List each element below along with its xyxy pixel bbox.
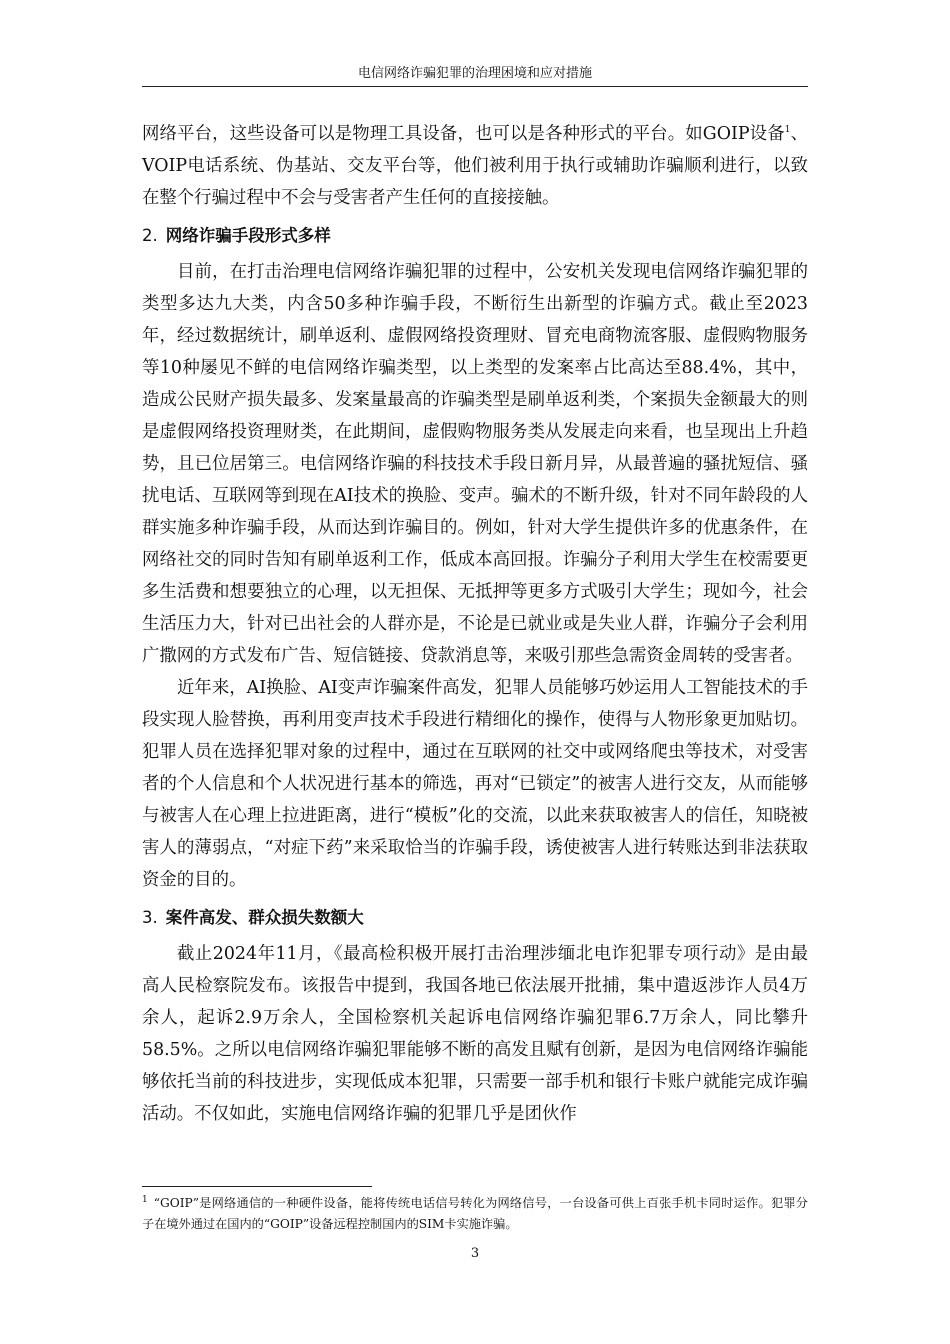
page-number: 3 bbox=[470, 1246, 480, 1261]
paragraph-continuation bbox=[142, 118, 808, 214]
footnote-mark: 1 bbox=[142, 1195, 148, 1205]
paragraph: 近年来，AI换脸、AI变声诈骗案件高发，犯罪人员能够巧妙运用人工智能技术的手段实现人脸替换，再利用变声技术手段进行精细化的操作，使得与人物形象更加贴切。犯罪人员在选择犯罪对象的过程中，通过在互联网的社交中或网络爬虫等技术，对受害者的个人信息和个人状况进行基本的筛选，再对“已锁定”的被害人进行交友，从而能够与被害人在心理上拉进距离，进行“模板”化的交流，以此来获取被害人的信任，知晓被害人的薄弱点，“对症下药”来采取恰当的诈骗手段，诱使被害人进行转账达到非法获取资金的目的。 bbox=[142, 678, 808, 890]
footnote-reference: 1 bbox=[784, 125, 791, 136]
section-heading-3 bbox=[142, 904, 808, 932]
paragraph: 截止2024年11月，《最高检积极开展打击治理涉缅北电诈犯罪专项行动》是由最高人民检察院发布。该报告中提到，我国各地已依法展开批捕，集中遣返涉诈人员4万余人，起诉2.9万余人，全国检察机关起诉电信网络诈骗犯罪6.7万余人，同比攀升58.5%。之所以电信网络诈骗犯罪能够不断的高发且赋有创新，是因为电信网络诈骗能够依托当前的科技进步，实现低成本犯罪，只需要一部手机和银行卡账户就能完成诈骗活动。不仅如此，实施电信网络诈骗的犯罪几乎是团伙作 bbox=[142, 944, 808, 1124]
footnote-rule bbox=[142, 1186, 372, 1187]
section-heading-2 bbox=[142, 222, 808, 250]
footnote-text: “GOIP”是网络通信的一种硬件设备，能将传统电话信号转化为网络信号，一台设备可供上百张手机卡同时运作。犯罪分子在境外通过在国内的“GOIP”设备远程控制国内的SIM卡实施诈骗。 bbox=[142, 1196, 808, 1232]
section-number: 3. bbox=[142, 908, 158, 927]
paragraph: 目前，在打击治理电信网络诈骗犯罪的过程中，公安机关发现电信网络诈骗犯罪的类型多达九大类，内含50多种诈骗手段，不断衍生出新型的诈骗方式。截止至2023年，经过数据统计，刷单返利、虚假网络投资理财、冒充电商物流客服、虚假购物服务等10种屡见不鲜的电信网络诈骗类型，以上类型的发案率占比高达至88.4%，其中，造成公民财产损失最多、发案量最高的诈骗类型是刷单返利类，个案损失金额最大的则是虚假网络投资理财类，在此期间，虚假购物服务类从发展走向来看，也呈现出上升趋势，且已位居第三。电信网络诈骗的科技技术手段日新月异，从最普遍的骚扰短信、骚扰电话、互联网等到现在AI技术的换脸、变声。骗术的不断升级，针对不同年龄段的人群实施多种诈骗手段，从而达到诈骗目的。例如，针对大学生提供许多的优惠条件，在网络社交的同时告知有刷单返利工作，低成本高回报。诈骗分子利用大学生在校需要更多生活费和想要独立的心理，以无担保、无抵押等更多方式吸引大学生；现如今，社会生活压力大，针对已出社会的人群亦是，不论是已就业或是失业人群，诈骗分子会利用广撒网的方式发布广告、短信链接、贷款消息等，来吸引那些急需资金周转的受害者。 bbox=[142, 262, 808, 666]
section-title: 案件高发、群众损失数额大 bbox=[165, 908, 364, 927]
paragraph-text: 、VOIP电话系统、伪基站、交友平台等，他们被利用于执行或辅助诈骗顺利进行，以致在整个行骗过程中不会与受害者产生任何的直接接触。 bbox=[142, 124, 808, 208]
paragraph-text: 网络平台，这些设备可以是物理工具设备，也可以是各种形式的平台。如GOIP设备 bbox=[142, 124, 785, 144]
main-content bbox=[142, 118, 808, 1130]
running-header: 电信网络诈骗犯罪的治理困境和应对措施 bbox=[357, 66, 592, 81]
section-number: 2. bbox=[142, 226, 158, 245]
section-title: 网络诈骗手段形式多样 bbox=[165, 226, 331, 245]
header-rule bbox=[142, 86, 808, 87]
footnote bbox=[142, 1190, 808, 1235]
